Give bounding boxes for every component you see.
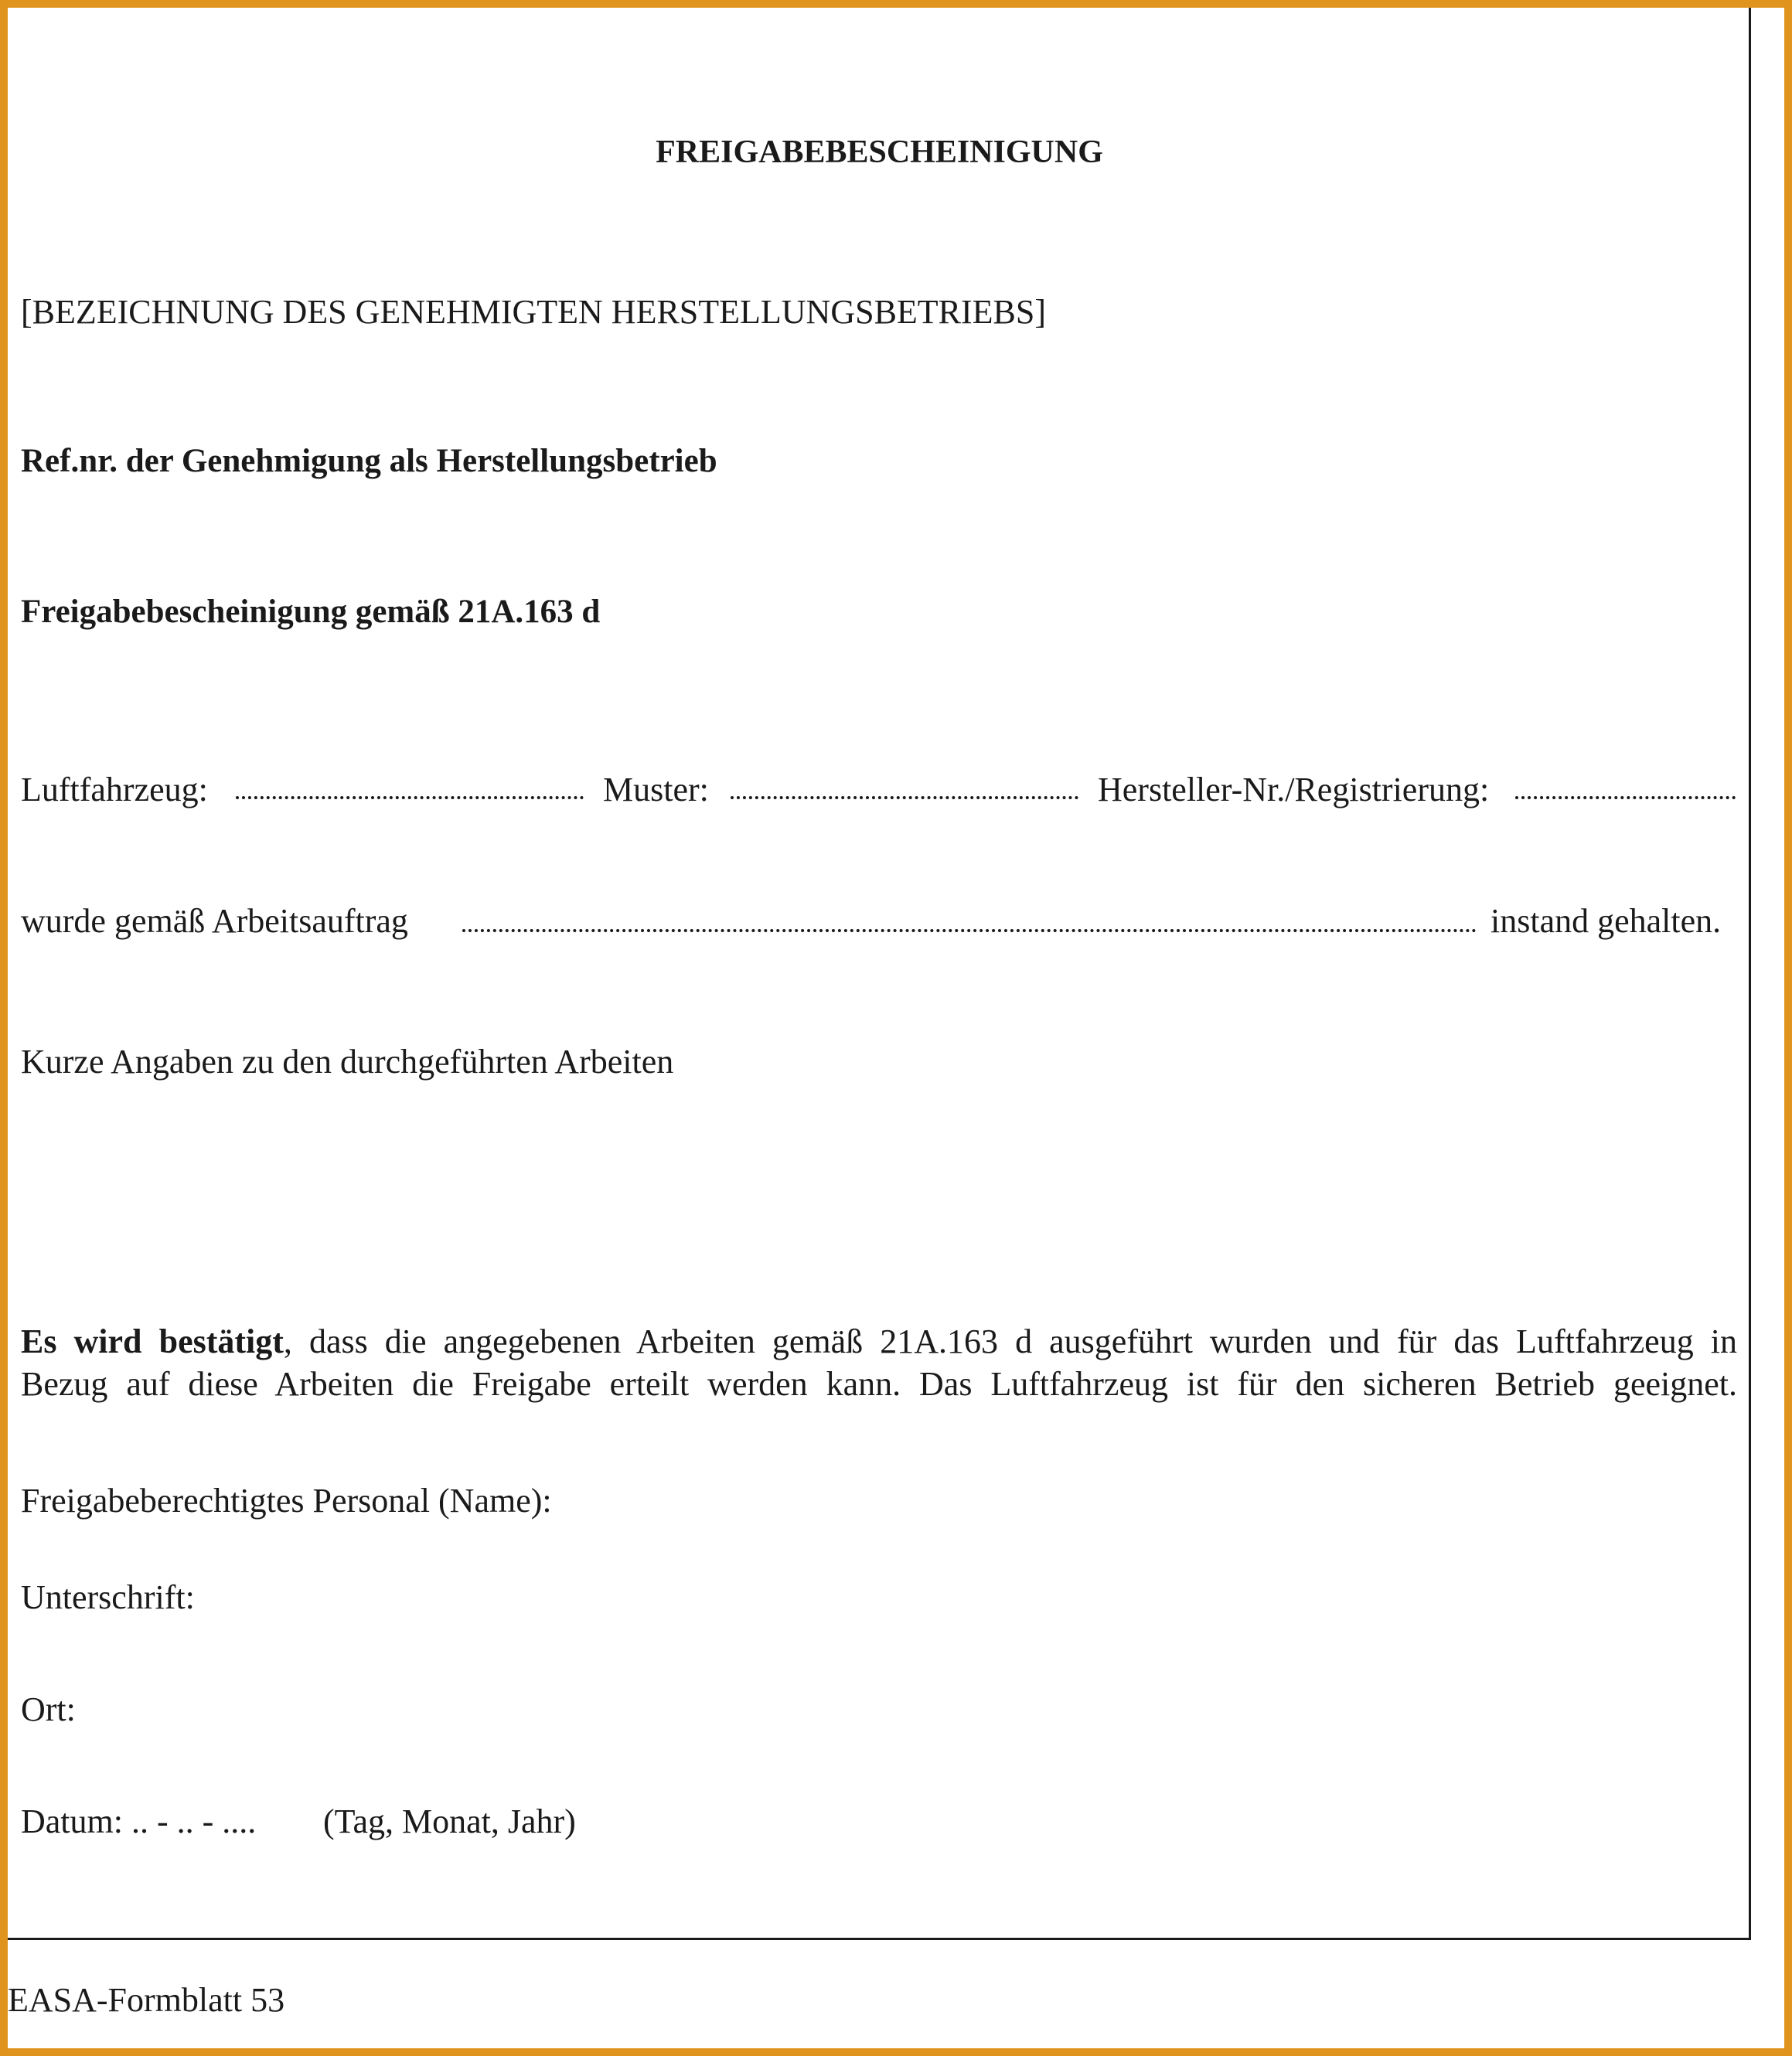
confirmation-paragraph xyxy=(21,1320,1737,1405)
form-number: EASA-Formblatt 53 xyxy=(8,1981,285,2019)
approval-reference-label: Ref.nr. der Genehmigung als Herstellungsbetrieb xyxy=(21,443,717,479)
personnel-name-label: Freigabeberechtigtes Personal (Name): xyxy=(21,1482,552,1520)
place-label: Ort: xyxy=(21,1690,76,1728)
certificate-basis-label: Freigabebescheinigung gemäß 21A.163 d xyxy=(21,594,601,630)
date-label: Datum: .. - .. - .... xyxy=(21,1802,257,1840)
model-fill-line xyxy=(731,796,1078,799)
signature-label: Unterschrift: xyxy=(21,1578,195,1616)
aircraft-label: Luftfahrzeug: xyxy=(21,771,208,808)
work-summary-label: Kurze Angaben zu den durchgeführten Arbeiten xyxy=(21,1043,674,1081)
confirmation-line-2: Bezug auf diese Arbeiten die Freigabe erteilt werden kann. Das Luftfahrzeug ist für den sicheren Betrieb geeignet. xyxy=(21,1365,1737,1403)
serial-registration-label: Hersteller-Nr./Registrierung: xyxy=(1098,771,1490,808)
serial-registration-fill-line xyxy=(1515,796,1736,799)
work-order-prefix: wurde gemäß Arbeitsauftrag xyxy=(21,902,408,940)
aircraft-fill-line xyxy=(236,796,584,799)
confirmation-bold: Es wird bestätigt xyxy=(21,1322,284,1360)
work-order-fill-line xyxy=(462,929,1477,932)
work-order-suffix: instand gehalten. xyxy=(1490,902,1722,940)
date-format-hint: (Tag, Monat, Jahr) xyxy=(323,1802,576,1840)
model-label: Muster: xyxy=(603,771,709,808)
confirmation-text-1: , dass die angegebenen Arbeiten gemäß 21A.163 d ausgeführt wurden und für das Luftfahrzeug in xyxy=(283,1322,1737,1360)
form-frame xyxy=(8,8,1751,1940)
document-title: FREIGABEBESCHEINIGUNG xyxy=(656,134,1103,170)
organisation-placeholder: [BEZEICHNUNG DES GENEHMIGTEN HERSTELLUNGSBETRIEBS] xyxy=(21,293,1047,331)
confirmation-line-1 xyxy=(21,1320,1737,1363)
